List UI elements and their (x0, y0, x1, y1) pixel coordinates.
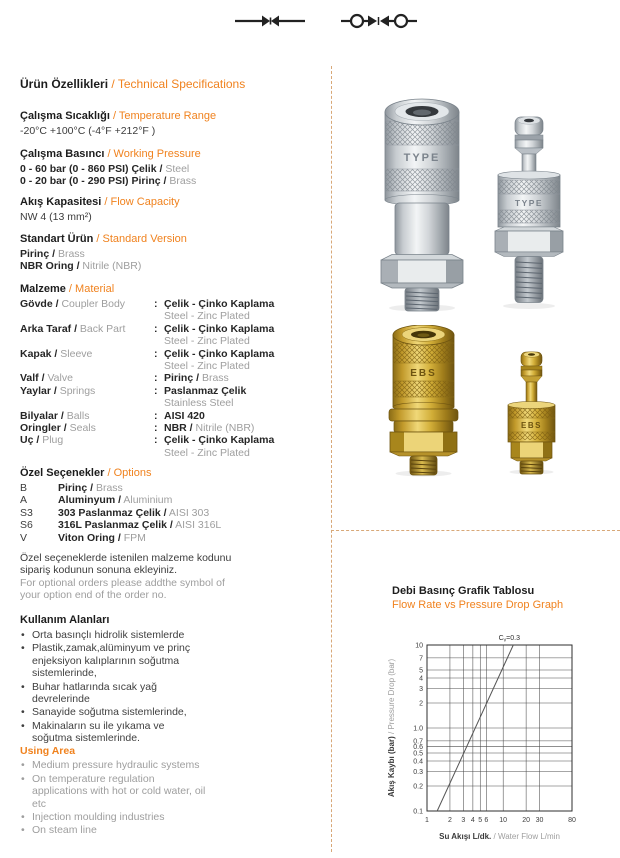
technical-specifications-section (20, 78, 322, 93)
svg-text:Akış Kaybı (bar) / Pressure Dr: Akış Kaybı (bar) / Pressure Drop (bar) (387, 658, 396, 798)
options-note (20, 552, 322, 602)
flow-rate-pressure-drop-chart (383, 630, 620, 856)
quick-coupling-symbol (235, 13, 305, 29)
svg-text:0.2: 0.2 (413, 783, 423, 791)
vertical-dashed-divider (331, 66, 332, 852)
usage-en-bullet: • On temperature regulation applications with hot or cold water, oil etc (20, 773, 212, 810)
svg-text:0.3: 0.3 (413, 768, 423, 776)
note-english: For optional orders please addthe symbol of your option end of the order no. (20, 576, 225, 602)
svg-text:2: 2 (447, 817, 452, 824)
svg-text:10: 10 (415, 642, 423, 650)
using-area-title: Using Area (20, 745, 76, 757)
chart-title-turkish: Debi Basınç Grafik Tablosu (392, 585, 535, 597)
coupling-check-valve-symbol (341, 11, 417, 31)
brass-coupler-image (387, 325, 461, 477)
material-row-seals: Oringler / Seals : NBR / Nitrile (NBR) (20, 422, 255, 435)
chart-title-english: Flow Rate vs Pressure Drop Graph (392, 599, 564, 611)
temperature-range-section: Çalışma Sıcaklığı / Temperature Range -20°C +100°C (-4°F +212°F ) (20, 110, 322, 137)
svg-text:Cv=0.3: $C_v=0.3$ (498, 635, 520, 644)
material-row-body: Gövde / Coupler Body : Çelik - Çinko Kaplama Steel - Zinc Plated (20, 298, 275, 323)
svg-text:0.6: 0.6 (413, 743, 423, 751)
svg-text:6: 6 (484, 817, 489, 824)
svg-text:10: 10 (499, 817, 508, 824)
svg-text:0.4: 0.4 (413, 758, 423, 766)
svg-text:0.7: 0.7 (413, 738, 423, 746)
svg-text:1: 1 (425, 817, 429, 824)
steel-plug-brand-text: TYPE (514, 198, 544, 208)
svg-text:4: 4 (470, 817, 475, 824)
svg-text:7: 7 (419, 655, 423, 663)
page-title: Ürün Özellikleri / Technical Specifications (20, 77, 246, 91)
pressure-line-brass: 0 - 20 bar (0 - 290 PSI) Pirinç / Brass (20, 175, 197, 188)
brass-plug-image (500, 350, 563, 475)
option-row-s6: S6 316L Paslanmaz Çelik / AISI 316L (20, 519, 222, 532)
pressure-line-steel: 0 - 60 bar (0 - 860 PSI) Çelik / Steel (20, 163, 190, 175)
option-row-s3: S3 303 Paslanmaz Çelik / AISI 303 (20, 506, 210, 519)
option-row-v: V Viton Oring / FPM (20, 531, 146, 544)
svg-text:20: 20 (522, 817, 531, 824)
working-pressure-section: Çalışma Basıncı / Working Pressure 0 - 60 bar (0 - 860 PSI) Çelik / Steel 0 - 20 bar (0 - 290 PSI) Pirinç / Brass (20, 148, 322, 188)
flow-capacity-section: Akış Kapasitesi / Flow Capacity NW 4 (13 mm²) (20, 196, 322, 223)
standard-version-section: Standart Ürün / Standard Version Pirinç / Brass NBR Oring / Nitrile (NBR) (20, 233, 322, 273)
svg-text:0.1: 0.1 (413, 808, 423, 816)
svg-text:Su Akışı L/dk. / Water Flow: Su Akışı L/dk. / Water Flow L/min (439, 832, 560, 841)
usage-en-bullet: • Medium pressure hydraulic systems (20, 759, 212, 771)
material-row-plug: Uç / Plug : Çelik - Çinko Kaplama Steel - Zinc Plated (20, 434, 275, 459)
usage-en-bullet: • Injection moulding industries (20, 811, 212, 823)
svg-text:80: 80 (568, 817, 576, 824)
steel-plug-image (494, 114, 564, 310)
steel-coupler-brand-text: TYPE (403, 152, 441, 164)
temperature-value: -20°C +100°C (-4°F +212°F ) (20, 125, 156, 137)
standard-line-oring: NBR Oring / Nitrile (NBR) (20, 260, 142, 273)
material-row-valve: Valf / Valve : Pirinç / Brass (20, 372, 229, 385)
svg-text:2: 2 (419, 700, 423, 708)
svg-text:5: 5 (478, 817, 483, 824)
usage-tr-bullet: • Orta basınçlı hidrolik sistemlerde (20, 629, 205, 641)
usage-tr-bullet: • Plastik,zamak,alüminyum ve prinç enjeksiyon kalıplarının soğutma sistemlerinde, (20, 642, 205, 679)
note-turkish: Özel seçeneklerde istenilen malzeme kodunu sipariş kodunun sonuna ekleyiniz. (20, 552, 232, 577)
usage-tr-bullet: • Sanayide soğutma sistemlerinde, (20, 706, 205, 718)
usage-areas-turkish-section: Kullanım Alanları • Orta basınçlı hidrolik sistemlerde • Plastik,zamak,alüminyum ve prinç enjeksiyon kalıplarının soğutma sistemlerinde, • Buhar hatlarında sıcak yağ devrelerinde • Sanayide soğutma sistemlerinde, • Makinaların su ile yıkama ve soğutma sistemlerinde. (20, 614, 322, 746)
chart-title-block (392, 584, 563, 612)
svg-text:3: 3 (419, 685, 423, 693)
svg-text:30: 30 (535, 817, 544, 824)
horizontal-dashed-divider (331, 530, 620, 531)
svg-text:0.5: 0.5 (413, 750, 423, 758)
brass-plug-brand-text: EBS (521, 421, 542, 430)
options-section: Özel Seçenekler / Options B Pirinç / Brass A Aluminyum / Aluminium S3 303 Paslanmaz Çelik / AISI 303 S6 316L Paslanmaz Çelik / AISI 316L V Viton Oring / FPM (20, 467, 322, 544)
usage-tr-bullet: • Makinaların su ile yıkama ve soğutma sistemlerinde. (20, 720, 205, 745)
option-row-b: B Pirinç / Brass (20, 482, 123, 494)
usage-en-bullet: • On steam line (20, 824, 212, 836)
option-row-a: A Aluminyum / Aluminium (20, 494, 173, 507)
brass-coupler-brand-text: EBS (410, 368, 437, 379)
material-section: Malzeme / Material Gövde / Coupler Body : Çelik - Çinko Kaplama Steel - Zinc Plated Arka Taraf / Back Part : Çelik - Çinko Kaplama Steel - Zinc Plated Kapak / Sleeve : Çelik - Çinko Kaplama Steel - Zinc Plated Valf / Valve : Pirinç / Brass Yaylar / Springs : Paslanmaz Çelik Stainless Steel Bilyalar / Balls : AISI 420 Oringler / Seals : NBR / Nitrile (NBR) Uç / Plug : Çelik - Çinko Kaplama Steel - Zinc Plated (20, 283, 322, 459)
svg-text:1.0: 1.0 (413, 725, 423, 733)
material-row-balls: Bilyalar / Balls : AISI 420 (20, 409, 205, 422)
svg-text:4: 4 (419, 675, 423, 683)
svg-text:3: 3 (461, 817, 466, 824)
using-area-english-section (20, 745, 322, 838)
flow-capacity-value: NW 4 (13 mm²) (20, 211, 92, 223)
steel-coupler-image (380, 97, 464, 313)
svg-text:5: 5 (419, 667, 423, 675)
standard-line-body: Pirinç / Brass (20, 248, 85, 260)
usage-tr-bullet: • Buhar hatlarında sıcak yağ devrelerinde (20, 681, 205, 706)
material-row-springs: Yaylar / Springs : Paslanmaz Çelik Stainless Steel (20, 384, 247, 410)
material-row-back-part: Arka Taraf / Back Part : Çelik - Çinko Kaplama Steel - Zinc Plated (20, 322, 275, 348)
material-row-sleeve: Kapak / Sleeve : Çelik - Çinko Kaplama Steel - Zinc Plated (20, 347, 275, 373)
